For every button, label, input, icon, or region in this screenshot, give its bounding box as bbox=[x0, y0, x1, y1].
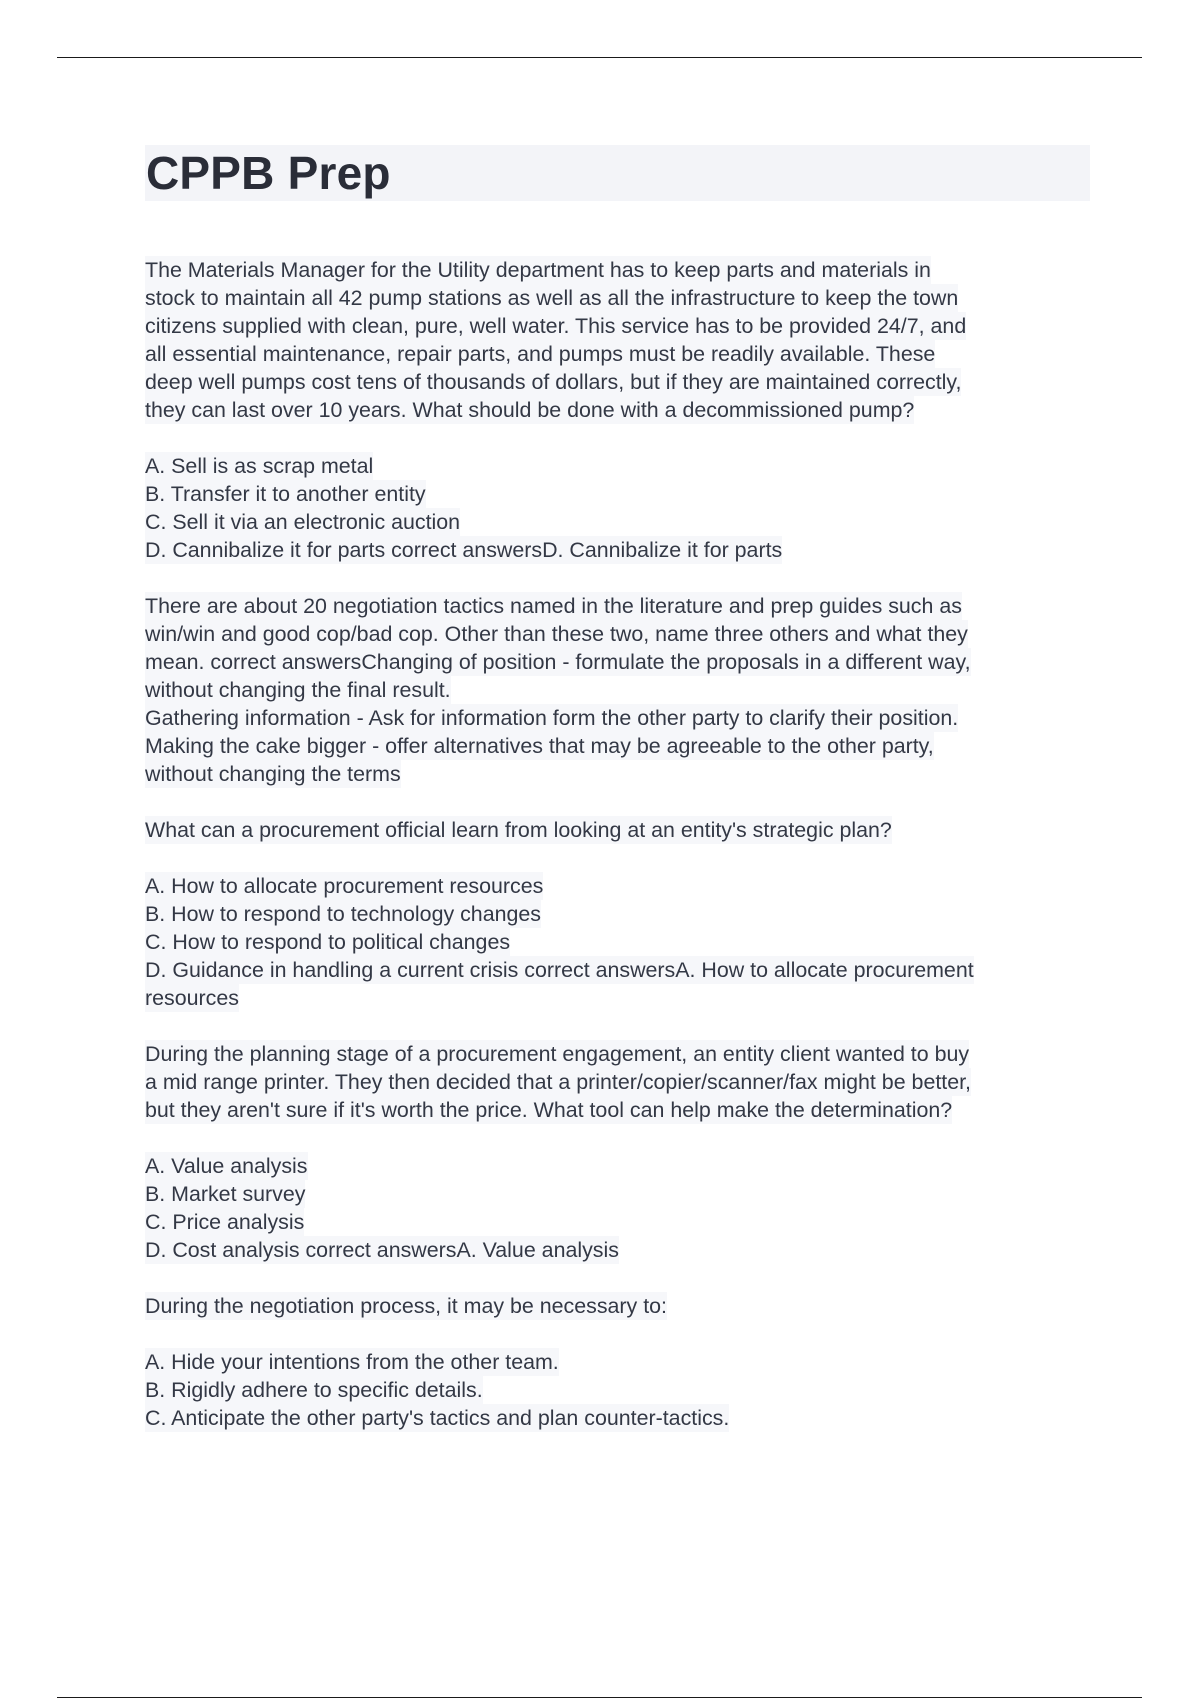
answer-options-4 bbox=[145, 1152, 1090, 1264]
document-body bbox=[145, 256, 1090, 1460]
text-line: without changing the terms bbox=[145, 762, 401, 786]
text-line: During the planning stage of a procurement engagement, an entity client wanted to buy bbox=[145, 1042, 970, 1066]
header-rule bbox=[57, 57, 1142, 58]
text-line: mean. correct answersChanging of position - formulate the proposals in a different way, bbox=[145, 650, 971, 674]
text-line: stock to maintain all 42 pump stations as well as all the infrastructure to keep the town bbox=[145, 286, 959, 310]
answer-options-1 bbox=[145, 452, 1090, 564]
footer-rule bbox=[57, 1697, 1142, 1698]
option-line: resources bbox=[145, 986, 239, 1010]
option-line: C. How to respond to political changes bbox=[145, 930, 511, 954]
text-line: During the negotiation process, it may be necessary to: bbox=[145, 1294, 667, 1318]
option-line: B. Rigidly adhere to specific details. bbox=[145, 1378, 483, 1402]
text-line: a mid range printer. They then decided that a printer/copier/scanner/fax might be better, bbox=[145, 1070, 972, 1094]
answer-options-5 bbox=[145, 1348, 1090, 1432]
option-line: D. Cost analysis correct answersA. Value analysis bbox=[145, 1238, 619, 1262]
question-1 bbox=[145, 256, 1090, 424]
option-line: B. Market survey bbox=[145, 1182, 306, 1206]
question-5 bbox=[145, 1292, 1090, 1320]
document-title: CPPB Prep bbox=[146, 147, 391, 199]
option-line: A. Hide your intentions from the other team. bbox=[145, 1350, 559, 1374]
text-line: Gathering information - Ask for information form the other party to clarify their position. bbox=[145, 706, 959, 730]
question-2 bbox=[145, 592, 1090, 788]
option-line: C. Price analysis bbox=[145, 1210, 305, 1234]
option-line: C. Anticipate the other party's tactics and plan counter-tactics. bbox=[145, 1406, 730, 1430]
option-line: A. How to allocate procurement resources bbox=[145, 874, 544, 898]
text-line: There are about 20 negotiation tactics named in the literature and prep guides such as bbox=[145, 594, 962, 618]
question-3 bbox=[145, 816, 1090, 844]
option-line: D. Guidance in handling a current crisis correct answersA. How to allocate procurement bbox=[145, 958, 974, 982]
option-line: B. Transfer it to another entity bbox=[145, 482, 426, 506]
option-line: A. Value analysis bbox=[145, 1154, 308, 1178]
text-line: deep well pumps cost tens of thousands of dollars, but if they are maintained correctly, bbox=[145, 370, 962, 394]
text-line: Making the cake bigger - offer alternatives that may be agreeable to the other party, bbox=[145, 734, 934, 758]
option-line: B. How to respond to technology changes bbox=[145, 902, 541, 926]
text-line: The Materials Manager for the Utility department has to keep parts and materials in bbox=[145, 258, 931, 282]
option-line: C. Sell it via an electronic auction bbox=[145, 510, 461, 534]
option-line: A. Sell is as scrap metal bbox=[145, 454, 374, 478]
text-line: citizens supplied with clean, pure, well water. This service has to be provided 24/7, and bbox=[145, 314, 967, 338]
question-4 bbox=[145, 1040, 1090, 1124]
answer-options-3 bbox=[145, 872, 1090, 1012]
option-line: D. Cannibalize it for parts correct answersD. Cannibalize it for parts bbox=[145, 538, 783, 562]
text-line: without changing the final result. bbox=[145, 678, 451, 702]
text-line: win/win and good cop/bad cop. Other than these two, name three others and what they bbox=[145, 622, 968, 646]
text-line: but they aren't sure if it's worth the price. What tool can help make the determination? bbox=[145, 1098, 953, 1122]
text-line: they can last over 10 years. What should be done with a decommissioned pump? bbox=[145, 398, 915, 422]
text-line: What can a procurement official learn from looking at an entity's strategic plan? bbox=[145, 818, 892, 842]
text-line: all essential maintenance, repair parts, and pumps must be readily available. These bbox=[145, 342, 936, 366]
